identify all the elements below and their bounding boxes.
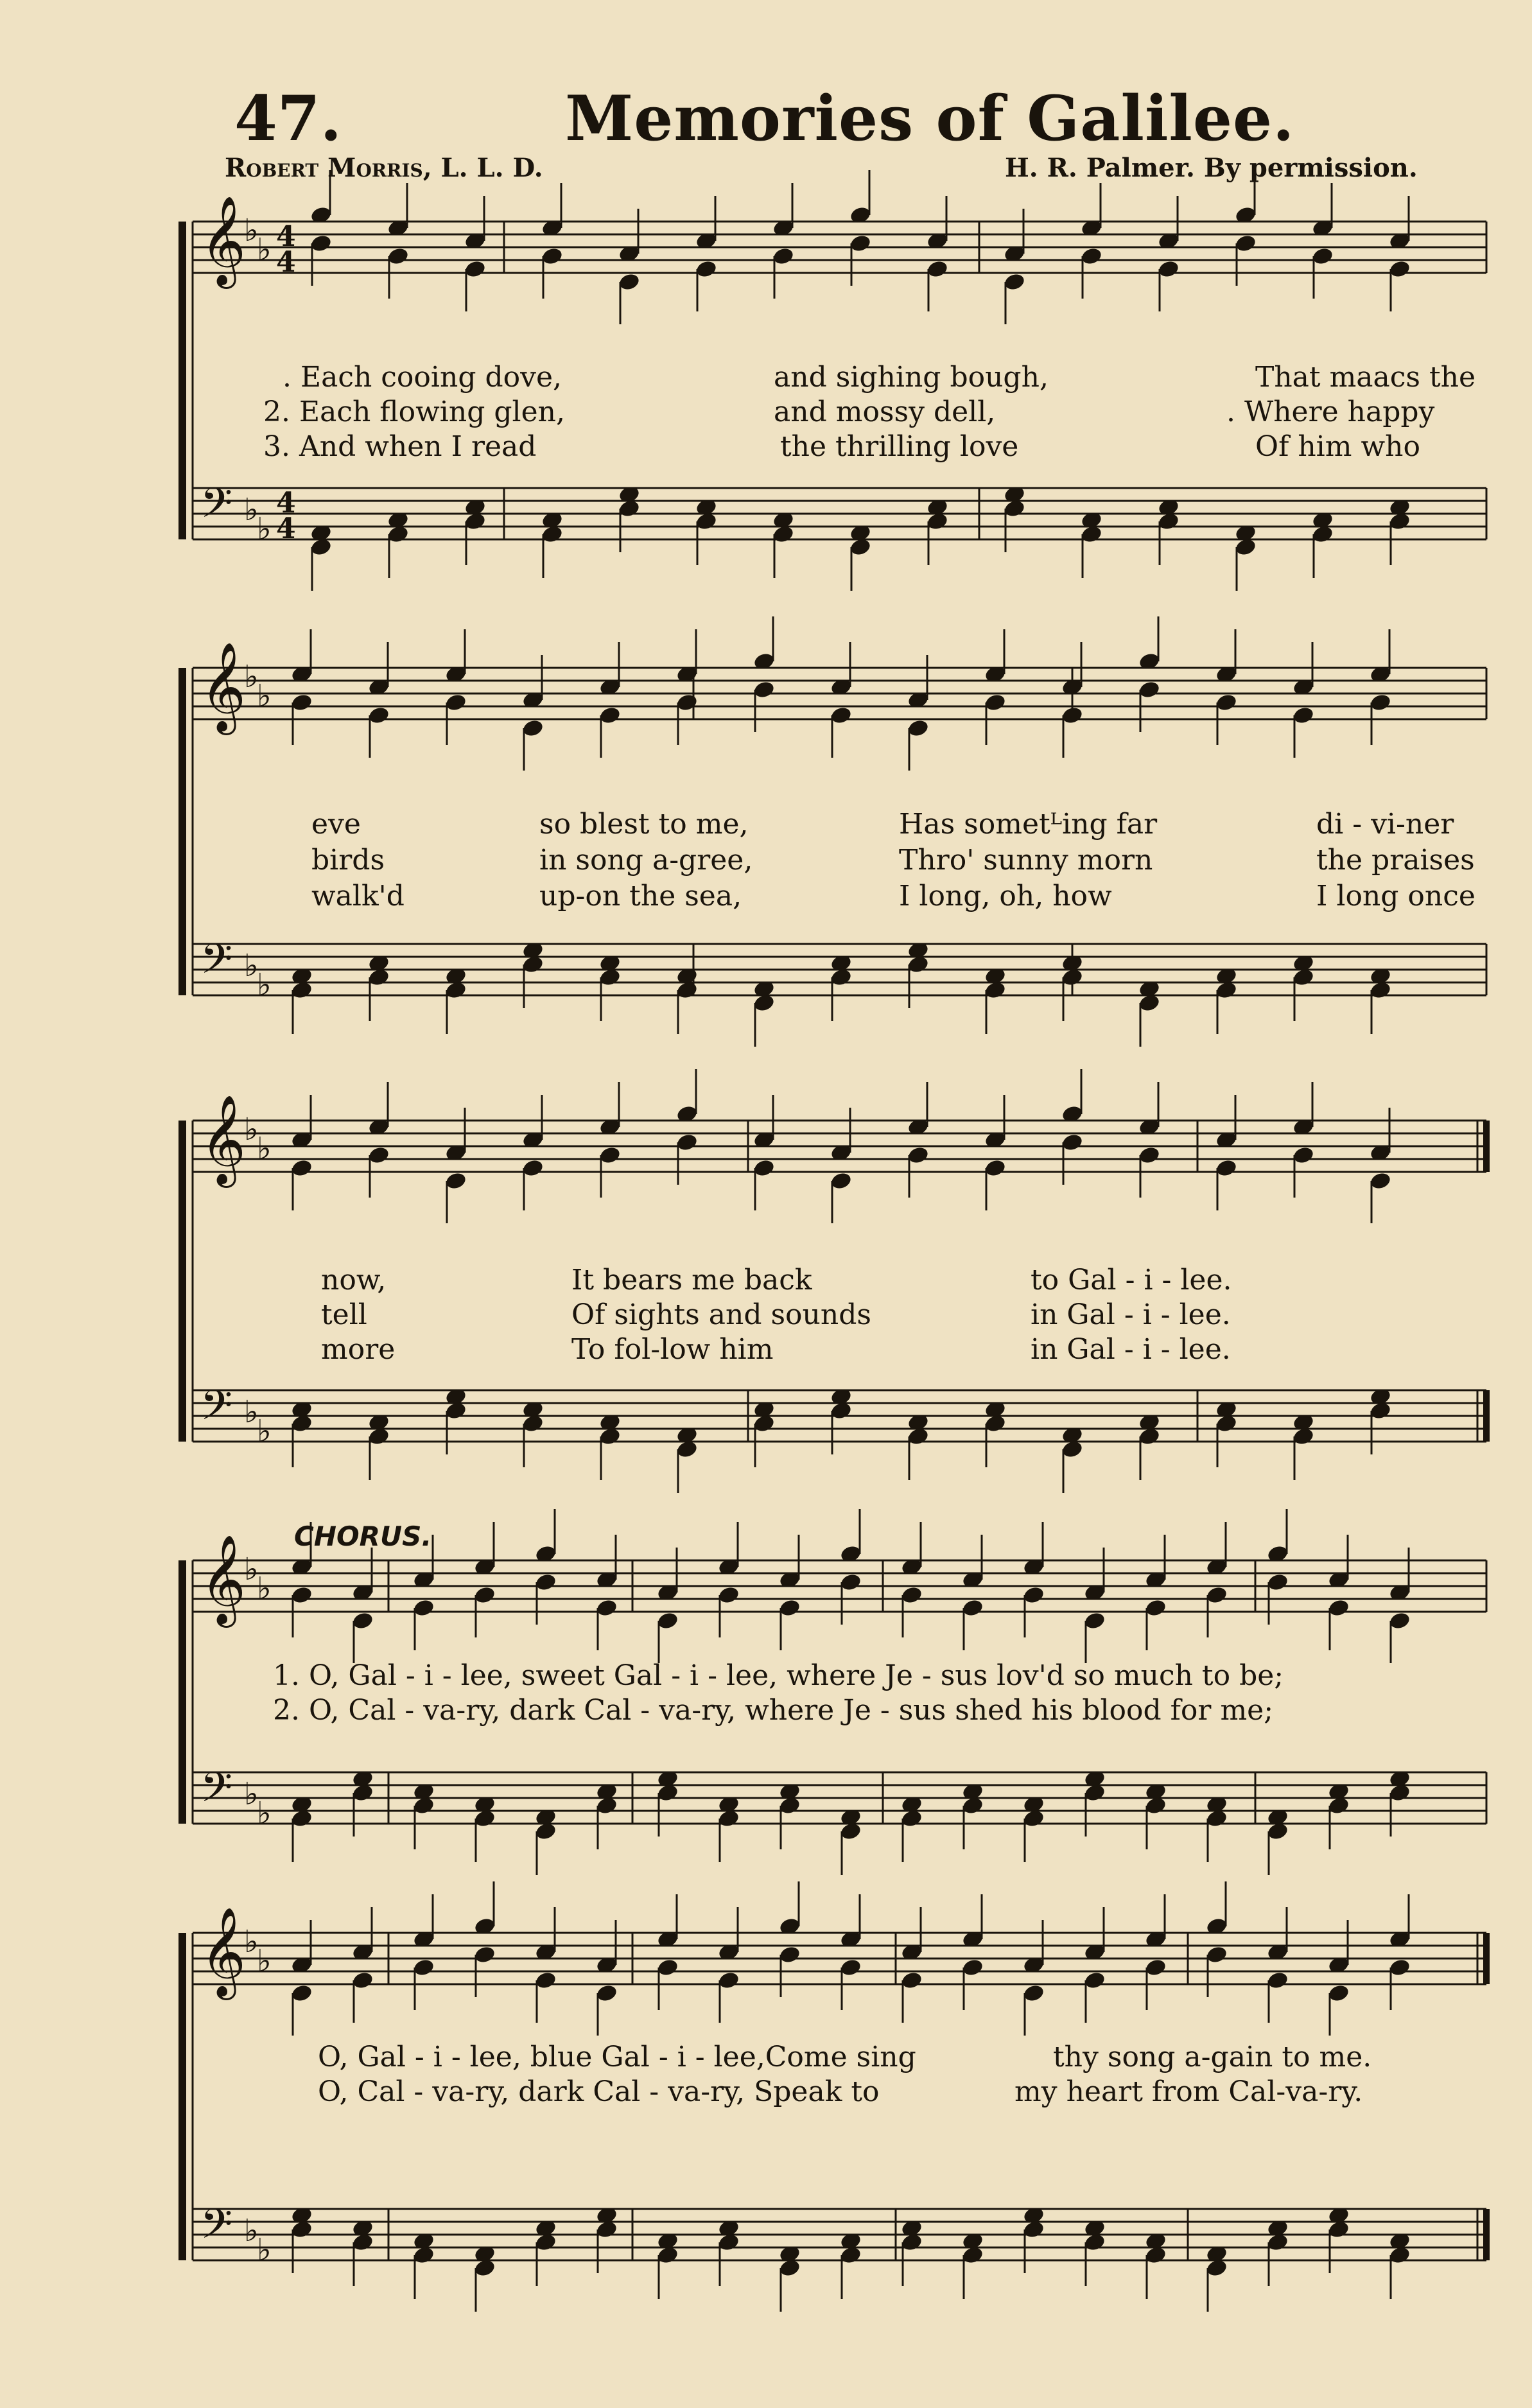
time-signature: 4 bbox=[276, 487, 296, 519]
flat-sign: ♭ bbox=[257, 2232, 272, 2268]
flat-sign: ♭ bbox=[244, 948, 259, 984]
lyric-s1-v3-a: 3. And when I read bbox=[263, 430, 537, 463]
treble-clef: 𝄞 bbox=[200, 1095, 246, 1184]
bass-clef: 𝄢 bbox=[200, 936, 233, 993]
lyric-s1-v1-a: . Each cooing dove, bbox=[283, 361, 562, 394]
bass-clef: 𝄢 bbox=[200, 1382, 233, 1440]
flat-sign: ♭ bbox=[244, 1112, 259, 1147]
flat-sign: ♭ bbox=[257, 678, 272, 714]
chorus-label: CHORUS. bbox=[294, 1521, 432, 1552]
lyric-s2-v2-b: in song a-gree, bbox=[539, 844, 753, 877]
lyric-s2-v3-d: I long once bbox=[1316, 880, 1475, 912]
hymn-number: 47. bbox=[234, 82, 342, 155]
lyric-s2-v1-d: di - vi-ner bbox=[1316, 808, 1454, 841]
flat-sign: ♭ bbox=[244, 1551, 259, 1587]
lyric-s5-v1-a: O, Gal - i - lee, blue Gal - i - lee,Come sing bbox=[318, 2041, 916, 2073]
lyric-s2-v2-d: the praises bbox=[1316, 844, 1475, 877]
lyric-s5-v2-b: my heart from Cal-va-ry. bbox=[1014, 2075, 1363, 2108]
time-signature: 4 bbox=[276, 512, 296, 545]
author-credit: Robert Morris, L. L. D. bbox=[225, 153, 543, 183]
lyric-s1-v3-c: Of him who bbox=[1255, 430, 1420, 463]
lyric-s1-v2-c: . Where happy bbox=[1226, 396, 1435, 428]
flat-sign: ♭ bbox=[244, 213, 259, 249]
flat-sign: ♭ bbox=[244, 492, 259, 528]
lyric-s2-v2-a: birds bbox=[311, 844, 385, 877]
lyric-s1-v3-b: the thrilling love bbox=[780, 430, 1019, 463]
composer-credit: H. R. Palmer. By permission. bbox=[1005, 153, 1418, 183]
treble-clef: 𝄞 bbox=[200, 642, 246, 731]
lyric-chorus-v2: 2. O, Cal - va-ry, dark Cal - va-ry, where Je - sus shed his blood for me; bbox=[273, 1694, 1274, 1727]
treble-clef: 𝄞 bbox=[200, 196, 246, 285]
flat-sign: ♭ bbox=[257, 1131, 272, 1167]
lyric-s1-v2-a: 2. Each flowing glen, bbox=[263, 396, 565, 428]
lyric-s5-v2-a: O, Cal - va-ry, dark Cal - va-ry, Speak to bbox=[318, 2075, 880, 2108]
flat-sign: ♭ bbox=[257, 511, 272, 547]
lyric-s2-v1-b: so blest to me, bbox=[539, 808, 749, 841]
lyric-s3-v1-c: to Gal - i - lee. bbox=[1031, 1264, 1232, 1296]
flat-sign: ♭ bbox=[244, 1776, 259, 1812]
lyric-s1-v2-b: and mossy dell, bbox=[774, 396, 996, 428]
bass-clef: 𝄢 bbox=[200, 480, 233, 537]
lyric-s2-v1-a: eve bbox=[311, 808, 361, 841]
flat-sign: ♭ bbox=[244, 2213, 259, 2249]
bass-clef: 𝄢 bbox=[200, 2201, 233, 2258]
lyric-s2-v3-a: walk'd bbox=[311, 880, 405, 912]
treble-clef: 𝄞 bbox=[200, 1535, 246, 1624]
treble-clef: 𝄞 bbox=[200, 1907, 246, 1996]
lyric-s3-v2-b: Of sights and sounds bbox=[571, 1298, 871, 1331]
lyric-s2-v3-b: up-on the sea, bbox=[539, 880, 742, 912]
lyric-chorus-v1: 1. O, Gal - i - lee, sweet Gal - i - lee, where Je - sus lov'd so much to be; bbox=[273, 1659, 1284, 1692]
hymn-title: Memories of Galilee. bbox=[565, 82, 1295, 155]
lyric-s2-v1-c: Has sometᴸing far bbox=[899, 808, 1158, 841]
flat-sign: ♭ bbox=[257, 1571, 272, 1607]
flat-sign: ♭ bbox=[257, 232, 272, 268]
lyric-s3-v1-b: It bears me back bbox=[571, 1264, 812, 1296]
flat-sign: ♭ bbox=[244, 1394, 259, 1430]
lyric-s2-v2-c: Thro' sunny morn bbox=[899, 844, 1153, 877]
lyric-s1-v1-c: That maacs the bbox=[1255, 361, 1476, 394]
flat-sign: ♭ bbox=[244, 659, 259, 695]
time-signature: 4 bbox=[276, 220, 296, 253]
lyric-s3-v2-c: in Gal - i - lee. bbox=[1031, 1298, 1231, 1331]
flat-sign: ♭ bbox=[257, 1795, 272, 1831]
flat-sign: ♭ bbox=[257, 1943, 272, 1979]
lyric-s3-v2-a: tell bbox=[321, 1298, 367, 1331]
lyric-s5-v1-b: thy song a-gain to me. bbox=[1053, 2041, 1372, 2073]
lyric-s3-v3-b: To fol-low him bbox=[571, 1333, 774, 1366]
flat-sign: ♭ bbox=[257, 967, 272, 1003]
bass-clef: 𝄢 bbox=[200, 1764, 233, 1822]
lyric-s2-v3-c: I long, oh, how bbox=[899, 880, 1112, 912]
time-signature: 4 bbox=[276, 246, 296, 279]
flat-sign: ♭ bbox=[244, 1924, 259, 1960]
lyric-s3-v3-c: in Gal - i - lee. bbox=[1031, 1333, 1231, 1366]
lyric-s1-v1-b: and sighing bough, bbox=[774, 361, 1049, 394]
lyric-s3-v1-a: now, bbox=[321, 1264, 387, 1296]
lyric-s3-v3-a: more bbox=[321, 1333, 396, 1366]
flat-sign: ♭ bbox=[257, 1413, 272, 1449]
